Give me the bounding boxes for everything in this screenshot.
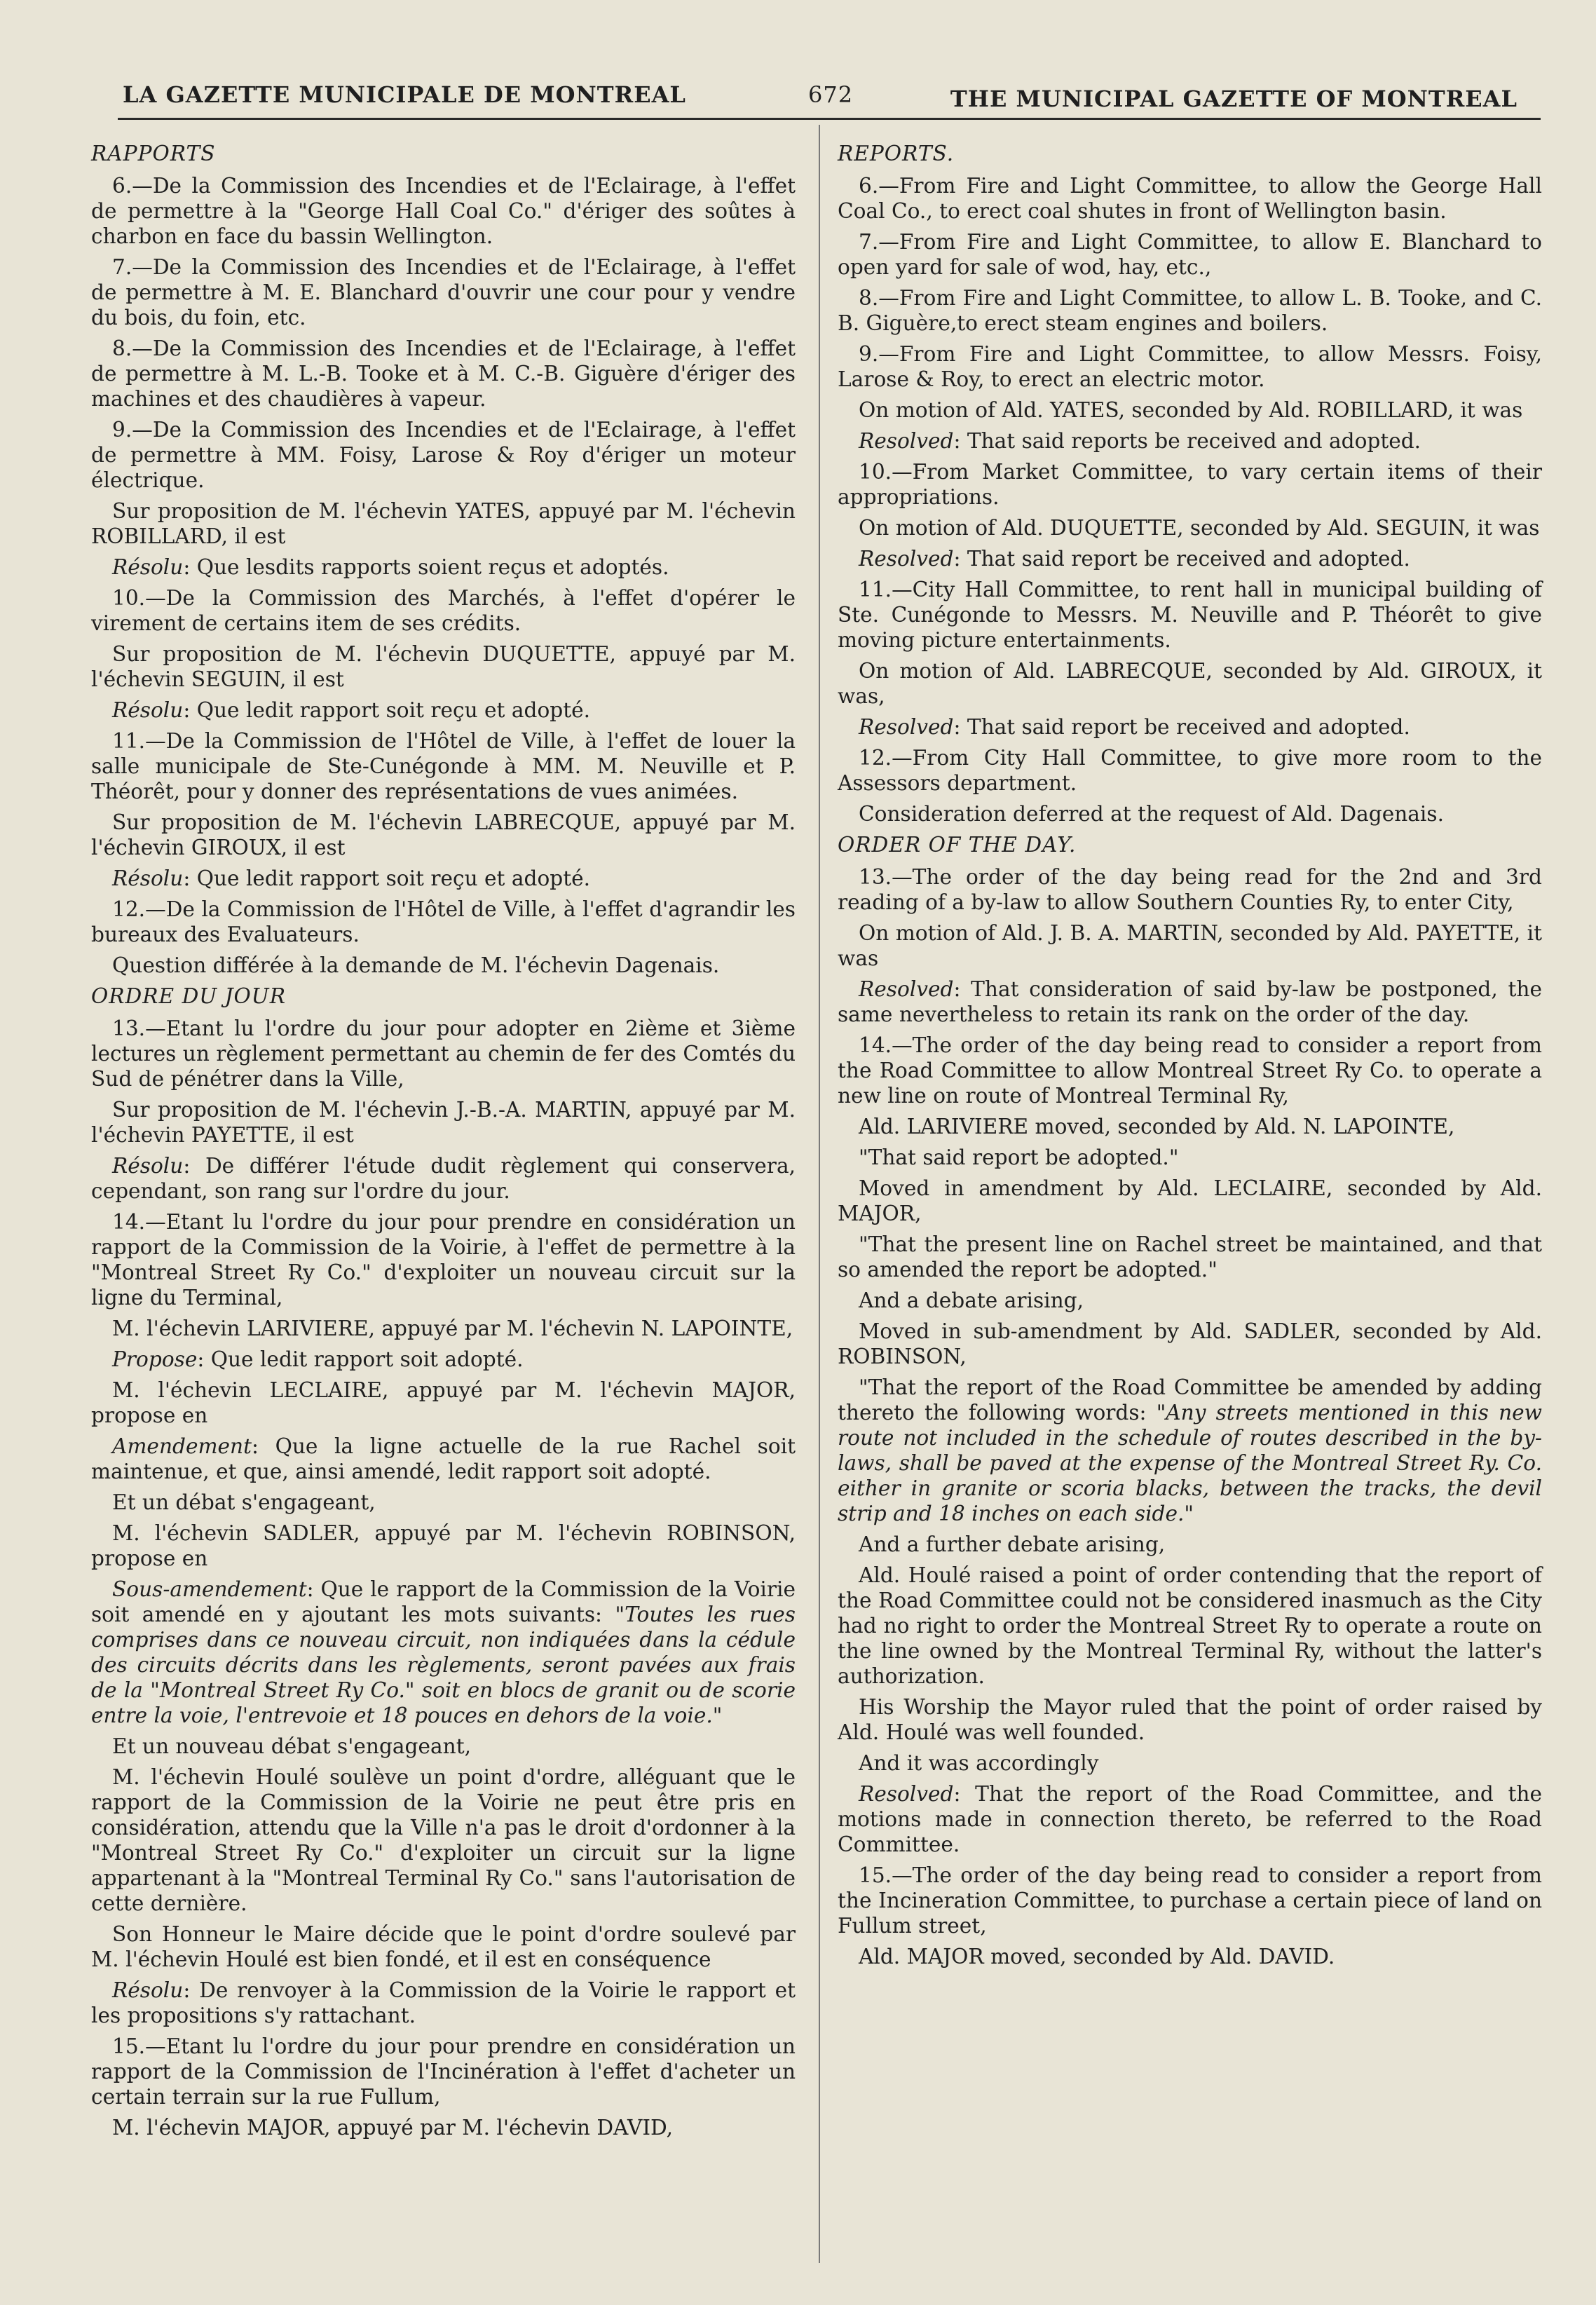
paragraph: On motion of Ald. LABRECQUE, seconded by Ald. GIROUX, it was,: [838, 659, 1542, 708]
resolution-label: Resolved: [859, 1782, 954, 1806]
paragraph: 8.—De la Commission des Incendies et de l'Eclairage, à l'effet de permettre à M. L.-B. Tooke et à M. C.-B. Giguère d'ériger des machines et des chaudières à vapeur.: [91, 336, 796, 411]
resolution: [838, 977, 1542, 1027]
paragraph: 15.—The order of the day being read to consider a report from the Incineration Committee, to purchase a certain piece of land on Fullum street,: [838, 1863, 1542, 1938]
column-divider: [819, 125, 820, 2263]
paragraph: Sur proposition de M. l'échevin DUQUETTE, appuyé par M. l'échevin SEGUIN, il est: [91, 642, 796, 691]
resolution: [91, 866, 796, 891]
resolution-label: Resolved: [859, 715, 954, 739]
paragraph: "That said report be adopted.": [859, 1145, 1179, 1169]
resolution: [838, 546, 1542, 571]
paragraph: 12.—From City Hall Committee, to give more room to the Assessors department.: [838, 746, 1542, 795]
paragraph: On motion of Ald. J. B. A. MARTIN, seconded by Ald. PAYETTE, it was: [838, 921, 1542, 970]
header-rule: [118, 118, 1541, 120]
resolution-text: : Que ledit rapport soit reçu et adopté.: [183, 866, 591, 890]
resolution-text: : That said reports be received and adopted.: [953, 429, 1421, 453]
paragraph: Sur proposition de M. l'échevin LABRECQUE, appuyé par M. l'échevin GIROUX, il est: [91, 810, 796, 859]
resolution: [838, 428, 1542, 454]
paragraph: 7.—De la Commission des Incendies et de l'Eclairage, à l'effet de permettre à M. E. Blanchard d'ouvrir une cour pour y vendre du bois, du foin, etc.: [91, 255, 796, 329]
paragraph: 14.—Etant lu l'ordre du jour pour prendre en considération un rapport de la Commission de la Voirie, à l'effet de permettre à la "Montreal Street Ry Co." d'exploiter un nouveau circuit sur la ligne du Terminal,: [91, 1210, 796, 1310]
sub-amendment-text: "That the report of the Road Committee be amended by adding thereto the following words:: [838, 1375, 1542, 1425]
resolution-label: Propose: [112, 1347, 198, 1371]
resolution-text: : Que lesdits rapports soient reçus et adoptés.: [183, 555, 669, 579]
paragraph: 15.—Etant lu l'ordre du jour pour prendre en considération un rapport de la Commission de l'Incinération à l'effet d'acheter un certain terrain sur la rue Fullum,: [91, 2034, 796, 2109]
resolution: [838, 714, 1542, 740]
paragraph: Et un nouveau débat s'engageant,: [112, 1734, 471, 1758]
french-column: [91, 137, 796, 2146]
resolution: [91, 698, 796, 723]
resolution: [91, 1577, 796, 1728]
resolution-label: Sous-amendement: [112, 1577, 307, 1601]
paragraph: [838, 1375, 1542, 1526]
section-heading-order-of-the-day: ORDER OF THE DAY.: [838, 833, 1077, 857]
resolution: [91, 1978, 796, 2028]
paragraph: On motion of Ald. DUQUETTE, seconded by Ald. SEGUIN, it was: [859, 516, 1540, 540]
paragraph: And it was accordingly: [859, 1751, 1099, 1775]
paragraph: M. l'échevin Houlé soulève un point d'ordre, alléguant que le rapport de la Commission de la Voirie ne peut être pris en considération, attendu que la Ville n'a pas le droit d'ordonner à la "Montreal Street Ry Co." d'exploiter un circuit sur la ligne appartenant à la "Montreal Terminal Ry Co." sans l'autorisation de cette dernière.: [91, 1765, 796, 1915]
paragraph: 14.—The order of the day being read to consider a report from the Road Committee to allow Montreal Street Ry Co. to operate a new line on route of Montreal Terminal Ry,: [838, 1033, 1542, 1108]
paragraph: 9.—From Fire and Light Committee, to allow Messrs. Foisy, Larose & Roy, to erect an electric motor.: [838, 342, 1542, 391]
paragraph: M. l'échevin LARIVIERE, appuyé par M. l'échevin N. LAPOINTE,: [112, 1317, 793, 1340]
resolution-label: Résolu: [112, 698, 184, 722]
header-english-title: THE MUNICIPAL GAZETTE OF MONTREAL: [950, 86, 1517, 112]
resolution-text: : Que le rapport de la Commission de la Voirie soit amendé en y ajoutant les mots suivants:: [91, 1577, 796, 1626]
section-heading-ordre-du-jour: ORDRE DU JOUR: [91, 984, 286, 1008]
resolution-label: Résolu: [112, 1154, 184, 1178]
paragraph: M. l'échevin LECLAIRE, appuyé par M. l'échevin MAJOR, propose en: [91, 1378, 796, 1427]
resolution: [91, 1434, 796, 1484]
resolution-text: : Que ledit rapport soit reçu et adopté.: [183, 698, 591, 722]
resolution-label: Resolved: [859, 977, 954, 1001]
resolution: [91, 1153, 796, 1204]
resolution-text: : That consideration of said by-law be postponed, the same nevertheless to retain its rank on the order of the day.: [838, 977, 1542, 1026]
paragraph: Sur proposition de M. l'échevin J.-B.-A. MARTIN, appuyé par M. l'échevin PAYETTE, il est: [91, 1098, 796, 1147]
paragraph: 10.—De la Commission des Marchés, à l'effet d'opérer le virement de certains item de ses crédits.: [91, 586, 796, 635]
resolution: [91, 555, 796, 580]
paragraph: 6.—De la Commission des Incendies et de l'Eclairage, à l'effet de permettre à la "George Hall Coal Co." d'ériger des soûtes à charbon en face du bassin Wellington.: [91, 174, 796, 248]
paragraph: "That the present line on Rachel street be maintained, and that so amended the report be adopted.": [838, 1232, 1542, 1281]
resolution-text: : That said report be received and adopted.: [953, 547, 1410, 571]
resolution-label: Resolved: [859, 429, 954, 453]
paragraph: Moved in amendment by Ald. LECLAIRE, seconded by Ald. MAJOR,: [838, 1176, 1542, 1225]
resolution-text: : That said report be received and adopted.: [953, 715, 1410, 739]
page-number: 672: [808, 81, 854, 108]
resolution-label: Résolu: [112, 866, 184, 890]
paragraph: Son Honneur le Maire décide que le point d'ordre soulevé par M. l'échevin Houlé est bien fondé, et il est en conséquence: [91, 1922, 796, 1971]
quoted-text: "Any streets mentioned in this new route not included in the schedule of routes described in the by-laws, shall be paved at the expense of the Montreal Street Ry. Co. either in granite or scoria blacks, between the tracks, the devil strip and 18 inches on each side.": [838, 1401, 1542, 1525]
resolution-label: Amendement: [112, 1434, 252, 1458]
paragraph: M. l'échevin MAJOR, appuyé par M. l'échevin DAVID,: [112, 2116, 674, 2140]
section-heading-rapports: RAPPORTS: [91, 142, 216, 165]
header-french-title: LA GAZETTE MUNICIPALE DE MONTREAL: [123, 81, 686, 108]
english-column: [838, 137, 1542, 1975]
paragraph: 13.—The order of the day being read for the 2nd and 3rd reading of a by-law to allow Southern Counties Ry, to enter City,: [838, 865, 1542, 914]
paragraph: Moved in sub-amendment by Ald. SADLER, seconded by Ald. ROBINSON,: [838, 1319, 1542, 1368]
resolution: [838, 1781, 1542, 1857]
resolution-text: : De renvoyer à la Commission de la Voirie le rapport et les propositions s'y rattachant.: [91, 1978, 796, 2027]
paragraph: Ald. Houlé raised a point of order contending that the report of the Road Committee could not be considered inasmuch as the City had no right to order the Montreal Street Ry to operate a route on the line owned by the Montreal Terminal Ry, without the latter's authorization.: [838, 1563, 1542, 1688]
section-heading-reports: REPORTS.: [838, 142, 955, 165]
paragraph: His Worship the Mayor ruled that the point of order raised by Ald. Houlé was well founded.: [838, 1695, 1542, 1744]
resolution: [91, 1347, 796, 1372]
paragraph: Ald. LARIVIERE moved, seconded by Ald. N. LAPOINTE,: [859, 1115, 1455, 1138]
paragraph: 8.—From Fire and Light Committee, to allow L. B. Tooke, and C. B. Giguère,to erect steam engines and boilers.: [838, 286, 1542, 335]
paragraph: Question différée à la demande de M. l'échevin Dagenais.: [112, 953, 720, 977]
page-header: [123, 76, 1517, 118]
paragraph: And a further debate arising,: [859, 1532, 1166, 1556]
paragraph: 10.—From Market Committee, to vary certain items of their appropriations.: [838, 460, 1542, 509]
paragraph: 6.—From Fire and Light Committee, to allow the George Hall Coal Co., to erect coal shutes in front of Wellington basin.: [838, 174, 1542, 223]
resolution-label: Résolu: [112, 1978, 184, 2002]
resolution-label: Résolu: [112, 555, 184, 579]
paragraph: On motion of Ald. YATES, seconded by Ald. ROBILLARD, it was: [859, 398, 1523, 422]
paragraph: Sur proposition de M. l'échevin YATES, appuyé par M. l'échevin ROBILLARD, il est: [91, 499, 796, 548]
paragraph: 7.—From Fire and Light Committee, to allow E. Blanchard to open yard for sale of wod, hay, etc.,: [838, 230, 1542, 279]
paragraph: 13.—Etant lu l'ordre du jour pour adopter en 2ième et 3ième lectures un règlement permettant au chemin de fer des Comtés du Sud de pénétrer dans la Ville,: [91, 1016, 796, 1091]
paragraph: Ald. MAJOR moved, seconded by Ald. DAVID.: [859, 1945, 1335, 1969]
quoted-text: "Toutes les rues comprises dans ce nouveau circuit, non indiquées dans la cédule des circuits décrits dans les règlements, seront pavées aux frais de la "Montreal Street Ry Co." soit en blocs de granit ou de scorie entre la voie, l'entrevoie et 18 pouces en dehors de la voie.": [91, 1603, 796, 1727]
paragraph: And a debate arising,: [859, 1289, 1084, 1312]
paragraph: 11.—De la Commission de l'Hôtel de Ville, à l'effet de louer la salle municipale de Ste-Cunégonde à MM. M. Neuville et P. Théorêt, pour y donner des représentations de vues animées.: [91, 729, 796, 803]
resolution-text: : Que la ligne actuelle de la rue Rachel soit maintenue, et que, ainsi amendé, ledit rapport soit adopté.: [91, 1434, 796, 1483]
resolution-text: : Que ledit rapport soit adopté.: [197, 1347, 524, 1371]
resolution-text: : De différer l'étude dudit règlement qui conservera, cependant, son rang sur l'ordre du jour.: [91, 1154, 796, 1203]
paragraph: Consideration deferred at the request of Ald. Dagenais.: [859, 802, 1444, 826]
paragraph: 12.—De la Commission de l'Hôtel de Ville, à l'effet d'agrandir les bureaux des Evaluateurs.: [91, 897, 796, 946]
paragraph: M. l'échevin SADLER, appuyé par M. l'échevin ROBINSON, propose en: [91, 1521, 796, 1570]
paragraph: 9.—De la Commission des Incendies et de l'Eclairage, à l'effet de permettre à MM. Foisy, Larose & Roy d'ériger un moteur électrique.: [91, 418, 796, 492]
paragraph: Et un débat s'engageant,: [112, 1490, 376, 1514]
resolution-text: : That the report of the Road Committee, and the motions made in connection thereto, be referred to the Road Committee.: [838, 1782, 1542, 1856]
resolution-label: Resolved: [859, 547, 954, 571]
paragraph: 11.—City Hall Committee, to rent hall in municipal building of Ste. Cunégonde to Messrs. M. Neuville and P. Théorêt to give moving picture entertainments.: [838, 578, 1542, 652]
